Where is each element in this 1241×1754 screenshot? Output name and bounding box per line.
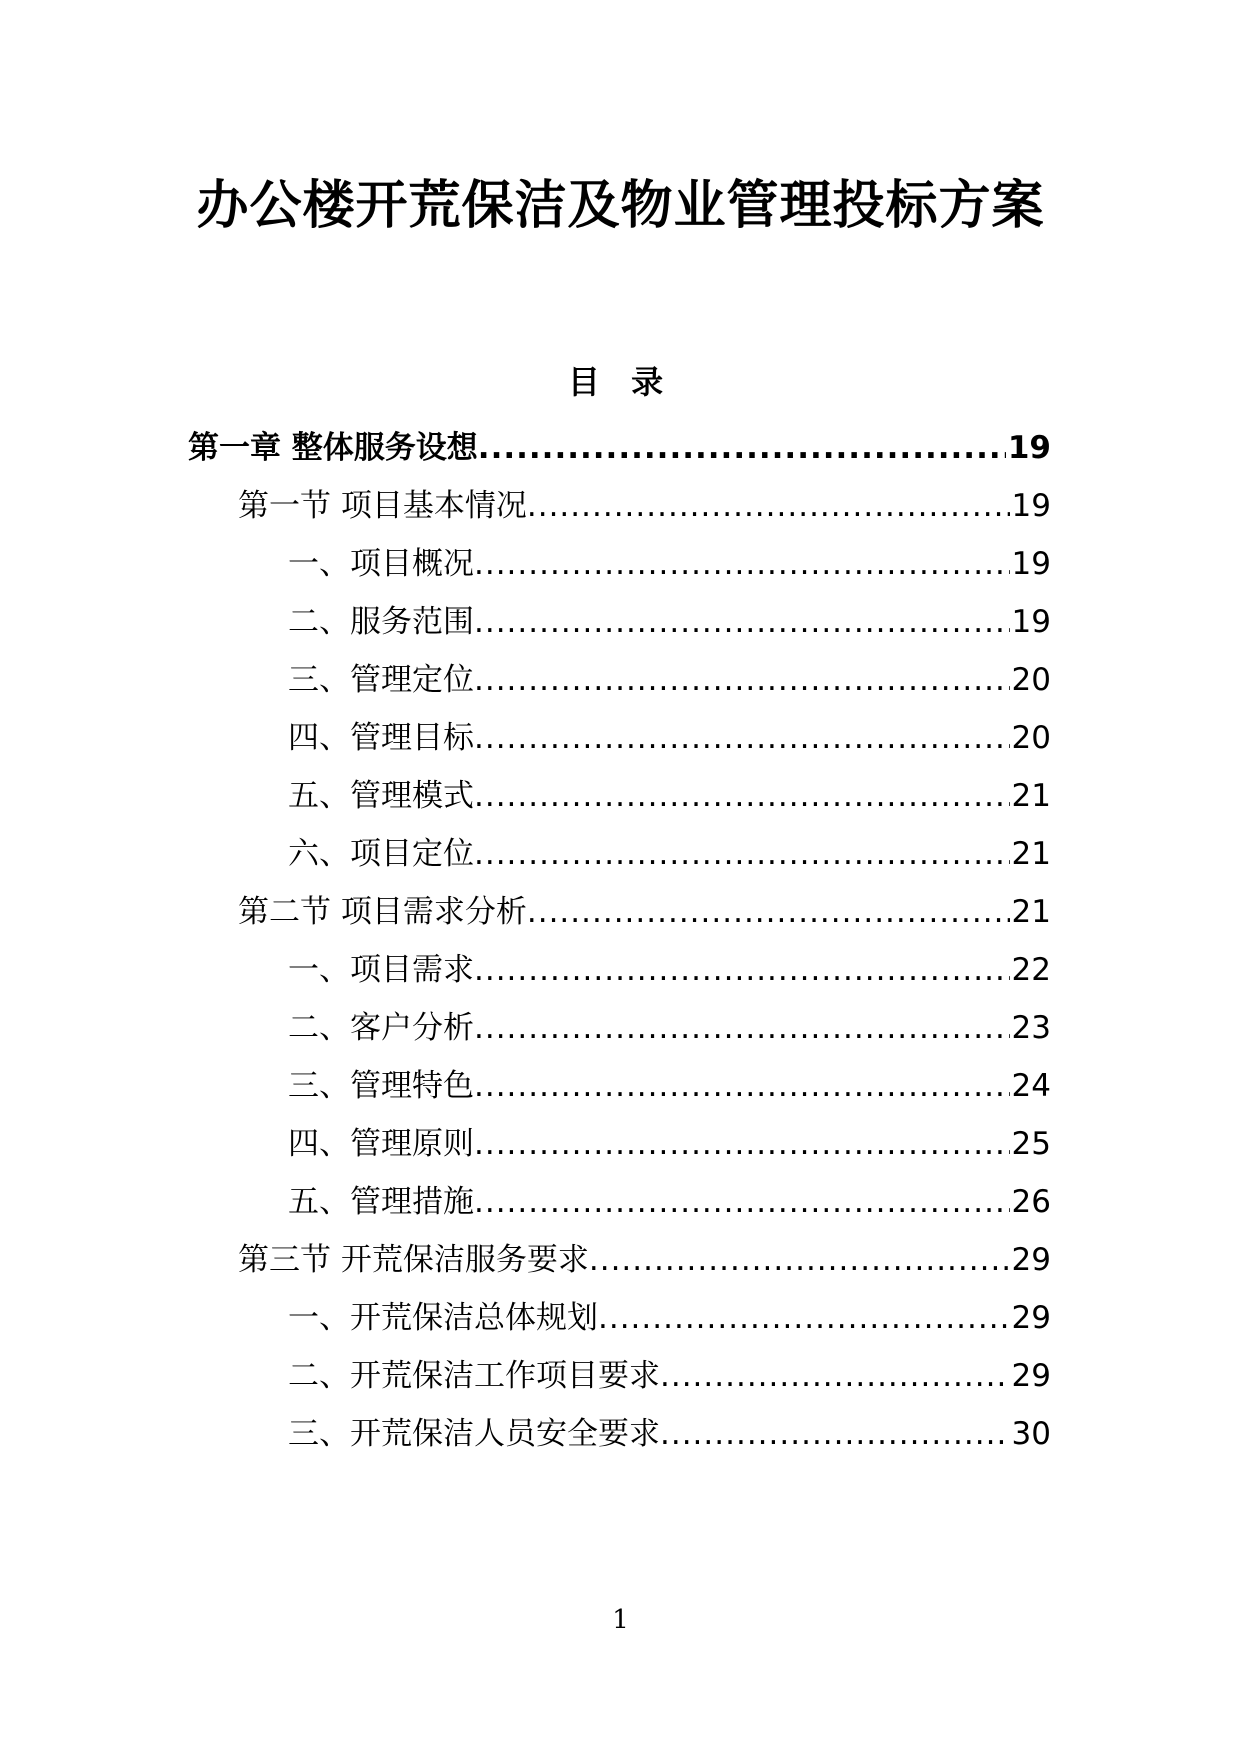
toc-entry-title: 第二节 项目需求分析 <box>238 894 527 930</box>
toc-dot-leader <box>474 1006 1010 1050</box>
toc-entry[interactable] <box>288 768 1051 818</box>
toc-entry-page: 20 <box>1011 662 1051 698</box>
toc-entry-title: 四、管理目标 <box>288 720 474 756</box>
toc-dot-leader <box>474 716 1010 760</box>
toc-entry-title: 一、开荒保洁总体规划 <box>288 1300 598 1336</box>
toc-entry[interactable] <box>238 884 1051 934</box>
toc-entry-title: 第三节 开荒保洁服务要求 <box>238 1242 589 1278</box>
toc-entry-page: 22 <box>1011 952 1051 988</box>
toc-entry[interactable] <box>288 536 1051 586</box>
toc-entry-page: 24 <box>1011 1068 1051 1104</box>
toc-entry[interactable] <box>288 1116 1051 1166</box>
page-number: 1 <box>612 1605 629 1635</box>
toc-entry[interactable] <box>288 710 1051 760</box>
toc-entry-title: 二、服务范围 <box>288 604 474 640</box>
toc-entry-title: 三、管理定位 <box>288 662 474 698</box>
toc-entry-page: 21 <box>1011 894 1051 930</box>
toc-entry-page: 29 <box>1011 1300 1051 1336</box>
toc-dot-leader <box>660 1354 1010 1398</box>
toc-entry[interactable] <box>288 594 1051 644</box>
toc-entry-page: 21 <box>1011 778 1051 814</box>
toc-entry[interactable] <box>238 1232 1051 1282</box>
toc-entry-page: 30 <box>1011 1416 1051 1452</box>
toc-entry-page: 19 <box>1007 430 1051 466</box>
toc-dot-leader <box>474 1064 1010 1108</box>
toc-dot-leader <box>527 890 1010 934</box>
toc-entry-page: 19 <box>1011 488 1051 524</box>
toc-dot-leader <box>589 1238 1010 1282</box>
toc-entry-title: 五、管理措施 <box>288 1184 474 1220</box>
toc-heading: 目 录 <box>567 363 674 401</box>
toc-dot-leader <box>474 658 1010 702</box>
toc-entry-title: 第一章 整体服务设想 <box>188 430 478 466</box>
toc-entry-page: 19 <box>1011 604 1051 640</box>
toc-entry-page: 26 <box>1011 1184 1051 1220</box>
page-title: 办公楼开荒保洁及物业管理投标方案 <box>196 176 1045 236</box>
toc-dot-leader <box>474 1122 1010 1166</box>
toc-dot-leader <box>478 426 1006 470</box>
toc-dot-leader <box>598 1296 1010 1340</box>
toc-dot-leader <box>527 484 1010 528</box>
toc-entry[interactable] <box>288 1058 1051 1108</box>
toc-entry-page: 20 <box>1011 720 1051 756</box>
toc-dot-leader <box>474 832 1010 876</box>
toc-entry[interactable] <box>288 942 1051 992</box>
toc-entry-title: 五、管理模式 <box>288 778 474 814</box>
toc-dot-leader <box>660 1412 1010 1456</box>
toc-entry-page: 29 <box>1011 1358 1051 1394</box>
toc-entry[interactable] <box>288 1174 1051 1224</box>
toc-entry[interactable] <box>288 1000 1051 1050</box>
toc-entry-page: 19 <box>1011 546 1051 582</box>
toc-entry-page: 25 <box>1011 1126 1051 1162</box>
toc-entry-title: 三、开荒保洁人员安全要求 <box>288 1416 660 1452</box>
toc-entry-title: 一、项目需求 <box>288 952 474 988</box>
toc-entry[interactable] <box>288 1406 1051 1456</box>
toc-entry-title: 一、项目概况 <box>288 546 474 582</box>
toc-entry[interactable] <box>188 420 1051 470</box>
toc-entry-page: 23 <box>1011 1010 1051 1046</box>
toc-entry[interactable] <box>288 826 1051 876</box>
toc-dot-leader <box>474 774 1010 818</box>
toc-entry-title: 六、项目定位 <box>288 836 474 872</box>
toc-entry-title: 二、客户分析 <box>288 1010 474 1046</box>
toc-entry[interactable] <box>238 478 1051 528</box>
toc-entry[interactable] <box>288 1290 1051 1340</box>
toc-entry-page: 29 <box>1011 1242 1051 1278</box>
toc-entry[interactable] <box>288 652 1051 702</box>
toc-dot-leader <box>474 1180 1010 1224</box>
toc-entry-title: 四、管理原则 <box>288 1126 474 1162</box>
toc-dot-leader <box>474 948 1010 992</box>
toc-entry-title: 三、管理特色 <box>288 1068 474 1104</box>
toc-entry-page: 21 <box>1011 836 1051 872</box>
toc-entry-title: 第一节 项目基本情况 <box>238 488 527 524</box>
toc-dot-leader <box>474 542 1010 586</box>
toc-dot-leader <box>474 600 1010 644</box>
toc-entry[interactable] <box>288 1348 1051 1398</box>
toc-entry-title: 二、开荒保洁工作项目要求 <box>288 1358 660 1394</box>
